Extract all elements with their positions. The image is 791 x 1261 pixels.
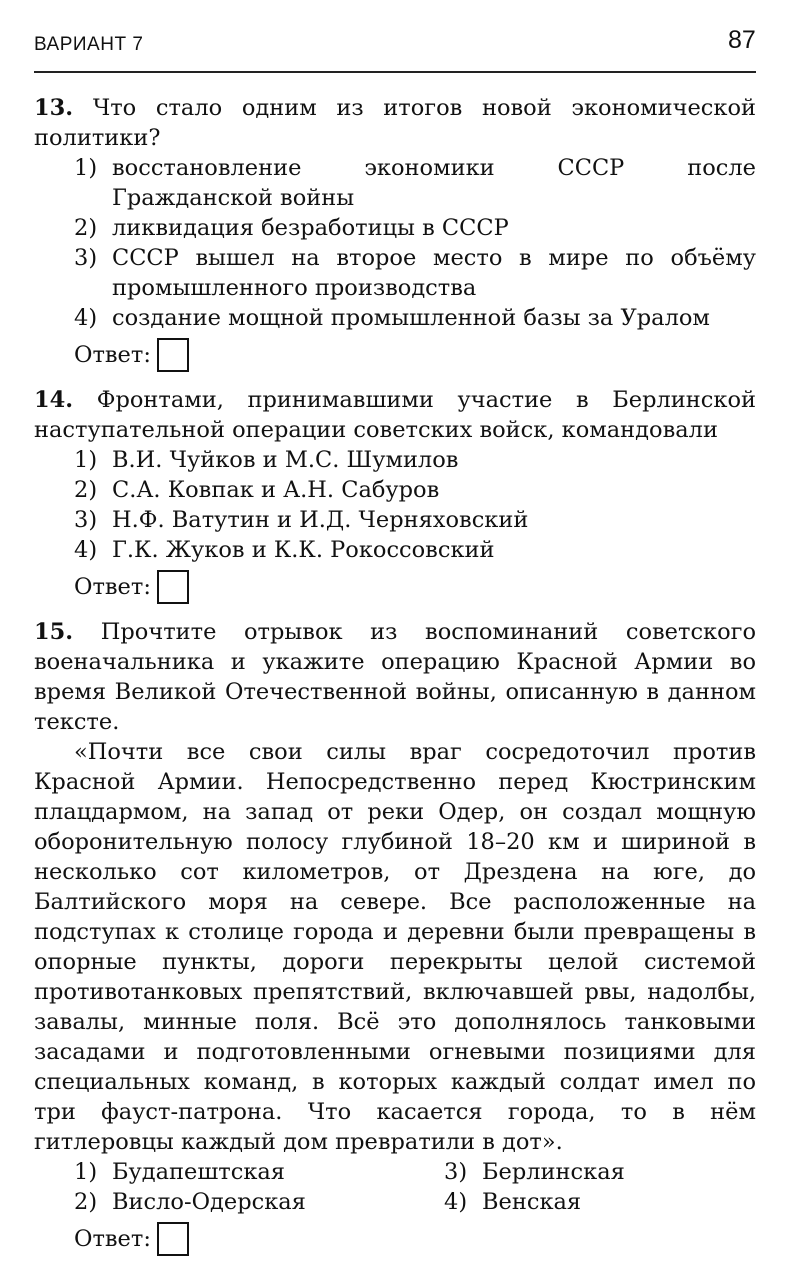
option-item (34, 535, 756, 565)
option-number: 3) (74, 245, 98, 271)
question-15-text (34, 617, 756, 737)
question-14 (34, 385, 756, 609)
option-item (34, 153, 756, 213)
option-item (34, 243, 756, 303)
option-item (444, 1157, 774, 1187)
option-number: 4) (74, 537, 98, 563)
page-number: 87 (728, 26, 756, 54)
option-text: В.И. Чуйков и М.С. Шумилов (112, 447, 459, 473)
variant-header: ВАРИАНТ 7 (34, 34, 144, 55)
answer-15-box[interactable] (157, 1222, 189, 1256)
question-13-body: Что стало одним из итогов новой экономической политики? (34, 95, 757, 151)
option-item (34, 505, 756, 535)
option-item (34, 213, 756, 243)
question-14-text (34, 385, 756, 445)
option-item (34, 303, 756, 333)
option-item (34, 445, 756, 475)
answer-label: Ответ: (74, 1226, 151, 1252)
option-text: Венская (482, 1189, 582, 1215)
content (34, 93, 756, 1261)
option-text: Берлинская (482, 1159, 625, 1185)
question-14-options (34, 445, 756, 565)
question-15-options (34, 1157, 756, 1217)
option-text: СССР вышел на второе место в мире по объёму промышленного производства (112, 245, 756, 301)
answer-15 (34, 1217, 756, 1261)
question-15 (34, 617, 756, 1261)
question-15-quote: «Почти все свои силы враг сосредоточил против Красной Армии. Непосредственно перед Кюстринским плацдармом, на запад от реки Одер, он создал мощную оборонительную полосу глубиной 18–20 км и шириной в несколько сот километров, от Дрездена на юге, до Балтийского моря на севере. Все расположенные на подступах к столице города и деревни были превращены в опорные пункты, дороги перекрыты целой системой противотанковых препятствий, включавшей рвы, надолбы, завалы, минные поля. Всё это дополнялось танковыми засадами и подготовленными огневыми позициями для специальных команд, в которых каждый солдат имел по три фауст-патрона. Что касается города, то в нём гитлеровцы каждый дом превратили в дот». (34, 739, 756, 1155)
option-number: 2) (74, 1189, 98, 1215)
option-number: 2) (74, 477, 98, 503)
option-number: 4) (74, 305, 98, 331)
option-number: 3) (74, 507, 98, 533)
option-text: С.А. Ковпак и А.Н. Сабуров (112, 477, 440, 503)
answer-14-box[interactable] (157, 570, 189, 604)
answer-14 (34, 565, 756, 609)
option-item (74, 1157, 444, 1187)
question-15-number: 15. (34, 619, 74, 645)
option-item (444, 1187, 774, 1217)
answer-label: Ответ: (74, 342, 151, 368)
question-13-number: 13. (34, 95, 74, 121)
option-number: 4) (444, 1189, 468, 1215)
option-number: 2) (74, 215, 98, 241)
option-text: Висло-Одерская (112, 1189, 306, 1215)
header-divider (34, 71, 756, 73)
answer-label: Ответ: (74, 574, 151, 600)
answer-13-box[interactable] (157, 338, 189, 372)
option-number: 3) (444, 1159, 468, 1185)
option-text: Г.К. Жуков и К.К. Рокоссовский (112, 537, 495, 563)
option-text: Н.Ф. Ватутин и И.Д. Черняховский (112, 507, 529, 533)
option-item (74, 1187, 444, 1217)
option-number: 1) (74, 155, 98, 181)
option-text: ликвидация безработицы в СССР (112, 215, 509, 241)
question-13-text (34, 93, 756, 153)
option-number: 1) (74, 447, 98, 473)
option-item (34, 475, 756, 505)
question-13 (34, 93, 756, 377)
question-13-options (34, 153, 756, 333)
question-15-body: Прочтите отрывок из воспоминаний советского военачальника и укажите операцию Красной Армии во время Великой Отечественной войны, описанную в данном тексте. (34, 619, 756, 735)
option-text: восстановление экономики СССР после Гражданской войны (112, 155, 756, 211)
question-14-number: 14. (34, 387, 74, 413)
option-text: создание мощной промышленной базы за Уралом (112, 305, 710, 331)
answer-13 (34, 333, 756, 377)
question-14-body: Фронтами, принимавшими участие в Берлинской наступательной операции советских войск, командовали (34, 387, 756, 443)
option-text: Будапештская (112, 1159, 285, 1185)
option-number: 1) (74, 1159, 98, 1185)
